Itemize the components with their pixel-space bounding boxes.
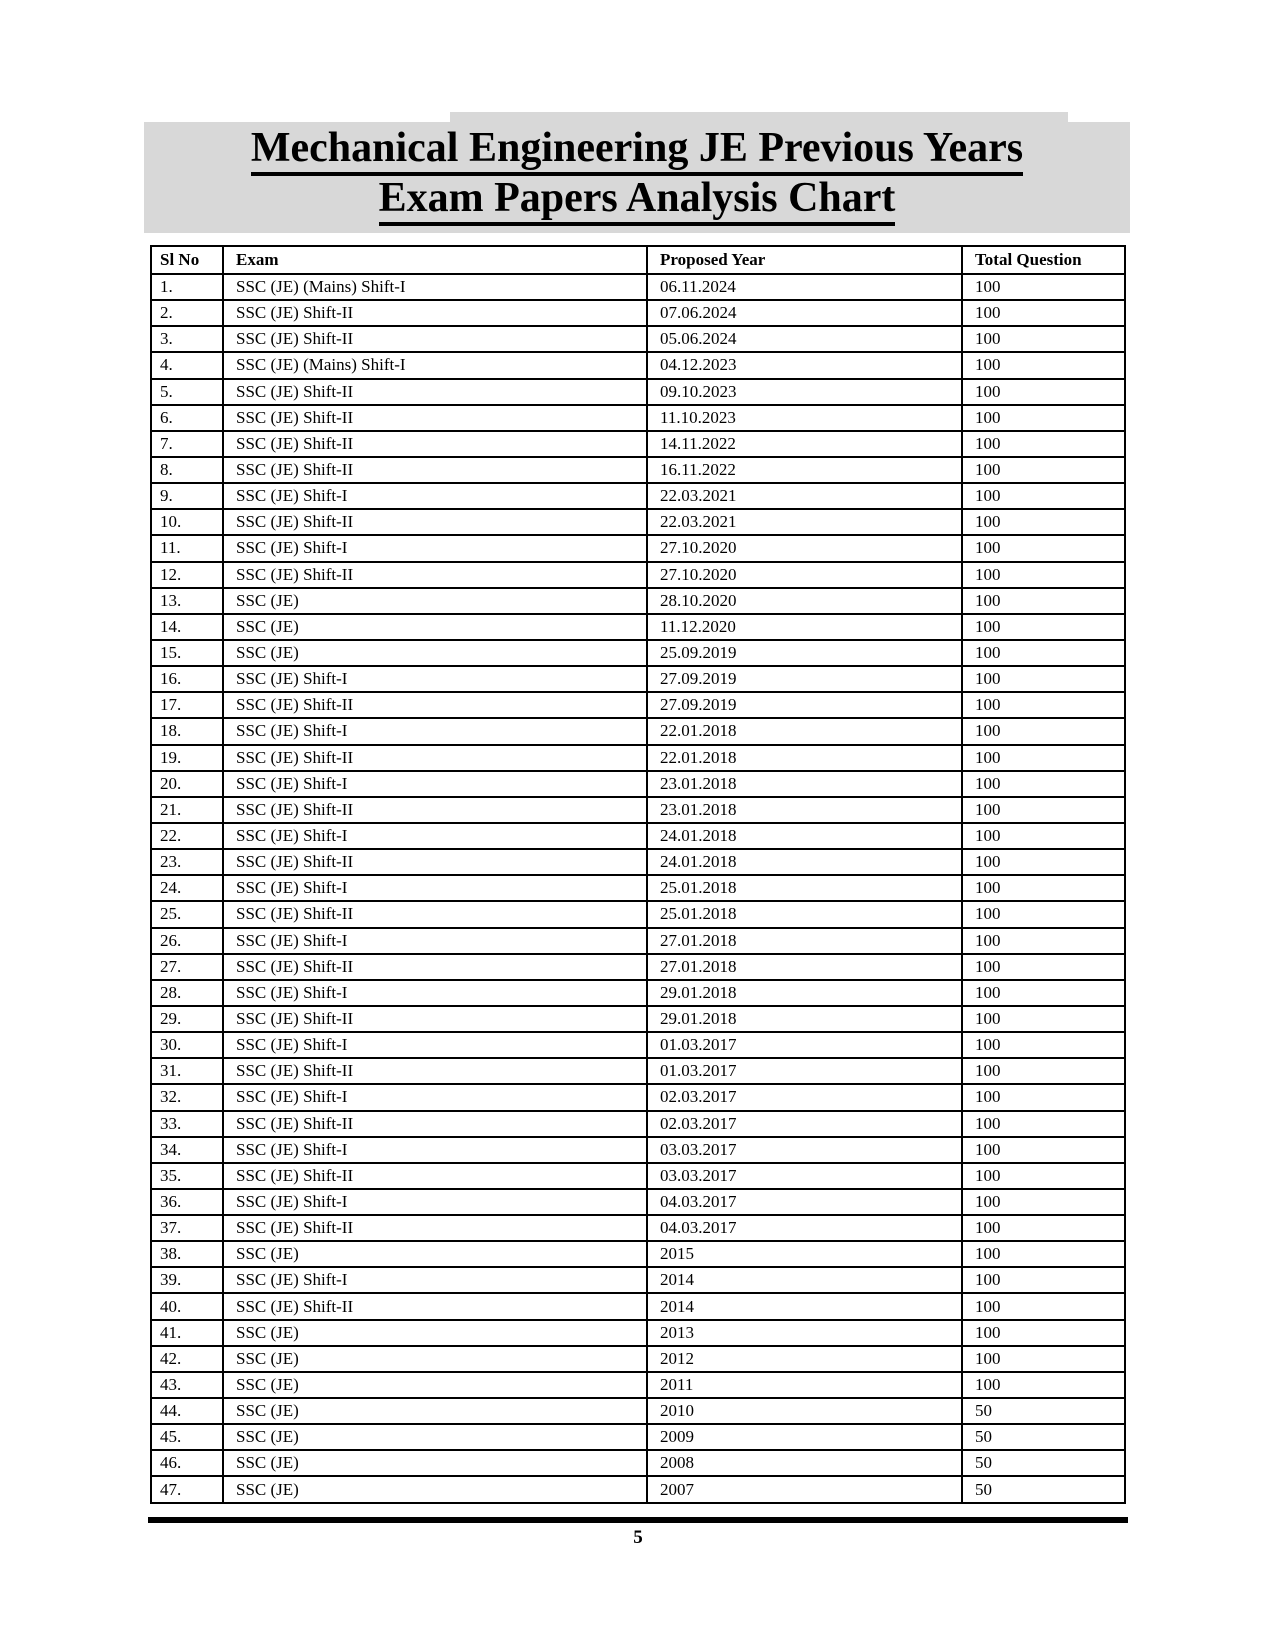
cell-total-question: 100 (962, 849, 1125, 875)
cell-proposed-year: 27.01.2018 (647, 928, 962, 954)
cell-sl-no: 39. (151, 1267, 223, 1293)
footer-divider (148, 1517, 1128, 1523)
cell-exam: SSC (JE) (223, 640, 647, 666)
cell-sl-no: 6. (151, 405, 223, 431)
cell-total-question: 100 (962, 379, 1125, 405)
document-title-line-1 (144, 126, 1130, 176)
cell-proposed-year: 05.06.2024 (647, 326, 962, 352)
table-row (151, 1372, 1125, 1398)
cell-exam: SSC (JE) Shift-II (223, 379, 647, 405)
cell-proposed-year: 29.01.2018 (647, 1006, 962, 1032)
table-row (151, 1163, 1125, 1189)
cell-sl-no: 33. (151, 1111, 223, 1137)
cell-proposed-year: 04.03.2017 (647, 1189, 962, 1215)
cell-sl-no: 13. (151, 588, 223, 614)
cell-total-question: 100 (962, 1215, 1125, 1241)
cell-exam: SSC (JE) Shift-II (223, 1111, 647, 1137)
cell-proposed-year: 07.06.2024 (647, 300, 962, 326)
table-row (151, 849, 1125, 875)
cell-exam: SSC (JE) Shift-II (223, 405, 647, 431)
table-row (151, 1084, 1125, 1110)
cell-total-question: 100 (962, 1241, 1125, 1267)
cell-proposed-year: 29.01.2018 (647, 980, 962, 1006)
cell-total-question: 100 (962, 1346, 1125, 1372)
document-title-text-2: Exam Papers Analysis Chart (379, 176, 896, 226)
cell-proposed-year: 01.03.2017 (647, 1032, 962, 1058)
cell-proposed-year: 24.01.2018 (647, 823, 962, 849)
table-row (151, 1215, 1125, 1241)
cell-total-question: 100 (962, 431, 1125, 457)
cell-proposed-year: 03.03.2017 (647, 1163, 962, 1189)
cell-sl-no: 43. (151, 1372, 223, 1398)
cell-sl-no: 7. (151, 431, 223, 457)
cell-proposed-year: 2012 (647, 1346, 962, 1372)
cell-exam: SSC (JE) (223, 1346, 647, 1372)
cell-sl-no: 1. (151, 274, 223, 300)
cell-sl-no: 14. (151, 614, 223, 640)
cell-total-question: 100 (962, 326, 1125, 352)
cell-total-question: 100 (962, 300, 1125, 326)
cell-exam: SSC (JE) Shift-II (223, 1293, 647, 1319)
cell-total-question: 100 (962, 1293, 1125, 1319)
cell-exam: SSC (JE) (223, 1241, 647, 1267)
cell-total-question: 100 (962, 1084, 1125, 1110)
table-row (151, 1267, 1125, 1293)
cell-total-question: 100 (962, 352, 1125, 378)
table-row (151, 901, 1125, 927)
col-header-sl-no: Sl No (151, 246, 223, 274)
cell-total-question: 100 (962, 901, 1125, 927)
table-row (151, 1346, 1125, 1372)
cell-sl-no: 36. (151, 1189, 223, 1215)
table-row (151, 771, 1125, 797)
cell-sl-no: 30. (151, 1032, 223, 1058)
cell-proposed-year: 04.12.2023 (647, 352, 962, 378)
cell-exam: SSC (JE) Shift-II (223, 431, 647, 457)
cell-total-question: 100 (962, 1320, 1125, 1346)
cell-proposed-year: 03.03.2017 (647, 1137, 962, 1163)
cell-sl-no: 3. (151, 326, 223, 352)
cell-sl-no: 23. (151, 849, 223, 875)
cell-proposed-year: 22.03.2021 (647, 509, 962, 535)
cell-proposed-year: 23.01.2018 (647, 771, 962, 797)
cell-proposed-year: 2014 (647, 1267, 962, 1293)
cell-exam: SSC (JE) Shift-II (223, 1058, 647, 1084)
cell-proposed-year: 2009 (647, 1424, 962, 1450)
cell-exam: SSC (JE) Shift-I (223, 718, 647, 744)
cell-exam: SSC (JE) Shift-I (223, 823, 647, 849)
cell-exam: SSC (JE) Shift-I (223, 771, 647, 797)
cell-sl-no: 19. (151, 745, 223, 771)
table-row (151, 1189, 1125, 1215)
table-row (151, 928, 1125, 954)
table-row (151, 823, 1125, 849)
cell-sl-no: 28. (151, 980, 223, 1006)
cell-proposed-year: 27.10.2020 (647, 562, 962, 588)
cell-sl-no: 40. (151, 1293, 223, 1319)
cell-total-question: 100 (962, 1058, 1125, 1084)
table-row (151, 640, 1125, 666)
col-header-proposed-year: Proposed Year (647, 246, 962, 274)
cell-exam: SSC (JE) (Mains) Shift-I (223, 274, 647, 300)
cell-proposed-year: 25.01.2018 (647, 901, 962, 927)
table-row (151, 588, 1125, 614)
cell-proposed-year: 11.12.2020 (647, 614, 962, 640)
cell-proposed-year: 02.03.2017 (647, 1111, 962, 1137)
cell-sl-no: 17. (151, 692, 223, 718)
table-row (151, 562, 1125, 588)
table-row (151, 797, 1125, 823)
cell-proposed-year: 2015 (647, 1241, 962, 1267)
cell-sl-no: 27. (151, 954, 223, 980)
cell-proposed-year: 06.11.2024 (647, 274, 962, 300)
cell-exam: SSC (JE) Shift-II (223, 562, 647, 588)
cell-total-question: 100 (962, 509, 1125, 535)
table-row (151, 614, 1125, 640)
document-title-line-2 (144, 176, 1130, 226)
cell-sl-no: 9. (151, 483, 223, 509)
cell-exam: SSC (JE) Shift-II (223, 849, 647, 875)
cell-total-question: 100 (962, 771, 1125, 797)
cell-sl-no: 31. (151, 1058, 223, 1084)
table-row (151, 1450, 1125, 1476)
cell-sl-no: 35. (151, 1163, 223, 1189)
table-row (151, 1424, 1125, 1450)
cell-exam: SSC (JE) Shift-I (223, 483, 647, 509)
cell-sl-no: 24. (151, 875, 223, 901)
cell-sl-no: 34. (151, 1137, 223, 1163)
cell-exam: SSC (JE) Shift-I (223, 1137, 647, 1163)
cell-proposed-year: 2007 (647, 1476, 962, 1503)
cell-exam: SSC (JE) Shift-I (223, 928, 647, 954)
table-row (151, 1137, 1125, 1163)
cell-exam: SSC (JE) Shift-II (223, 509, 647, 535)
table-row (151, 692, 1125, 718)
cell-proposed-year: 16.11.2022 (647, 457, 962, 483)
cell-proposed-year: 09.10.2023 (647, 379, 962, 405)
cell-exam: SSC (JE) Shift-II (223, 692, 647, 718)
cell-proposed-year: 2010 (647, 1398, 962, 1424)
cell-sl-no: 21. (151, 797, 223, 823)
table-row (151, 1320, 1125, 1346)
cell-exam: SSC (JE) (223, 1320, 647, 1346)
cell-total-question: 100 (962, 928, 1125, 954)
cell-exam: SSC (JE) Shift-I (223, 875, 647, 901)
cell-proposed-year: 2011 (647, 1372, 962, 1398)
cell-proposed-year: 23.01.2018 (647, 797, 962, 823)
cell-proposed-year: 01.03.2017 (647, 1058, 962, 1084)
cell-exam: SSC (JE) Shift-II (223, 300, 647, 326)
cell-proposed-year: 24.01.2018 (647, 849, 962, 875)
cell-sl-no: 2. (151, 300, 223, 326)
cell-total-question: 100 (962, 980, 1125, 1006)
cell-total-question: 100 (962, 1267, 1125, 1293)
cell-proposed-year: 11.10.2023 (647, 405, 962, 431)
cell-sl-no: 16. (151, 666, 223, 692)
cell-total-question: 100 (962, 875, 1125, 901)
title-banner (144, 122, 1130, 233)
cell-total-question: 50 (962, 1398, 1125, 1424)
cell-proposed-year: 27.09.2019 (647, 692, 962, 718)
cell-proposed-year: 25.09.2019 (647, 640, 962, 666)
cell-sl-no: 5. (151, 379, 223, 405)
cell-exam: SSC (JE) (223, 614, 647, 640)
cell-total-question: 50 (962, 1450, 1125, 1476)
cell-total-question: 100 (962, 483, 1125, 509)
cell-total-question: 100 (962, 1137, 1125, 1163)
cell-proposed-year: 04.03.2017 (647, 1215, 962, 1241)
cell-sl-no: 38. (151, 1241, 223, 1267)
cell-sl-no: 37. (151, 1215, 223, 1241)
cell-proposed-year: 2008 (647, 1450, 962, 1476)
cell-exam: SSC (JE) Shift-II (223, 1163, 647, 1189)
cell-sl-no: 41. (151, 1320, 223, 1346)
cell-total-question: 100 (962, 274, 1125, 300)
cell-sl-no: 20. (151, 771, 223, 797)
cell-total-question: 100 (962, 745, 1125, 771)
cell-exam: SSC (JE) (223, 1424, 647, 1450)
table-row (151, 274, 1125, 300)
cell-proposed-year: 02.03.2017 (647, 1084, 962, 1110)
cell-total-question: 100 (962, 797, 1125, 823)
cell-sl-no: 45. (151, 1424, 223, 1450)
cell-exam: SSC (JE) (223, 1398, 647, 1424)
table-row (151, 1398, 1125, 1424)
table-row (151, 1111, 1125, 1137)
table-row (151, 379, 1125, 405)
cell-sl-no: 47. (151, 1476, 223, 1503)
table-row (151, 535, 1125, 561)
table-row (151, 1058, 1125, 1084)
cell-total-question: 100 (962, 588, 1125, 614)
cell-exam: SSC (JE) Shift-II (223, 1006, 647, 1032)
table-row (151, 745, 1125, 771)
cell-exam: SSC (JE) Shift-II (223, 1215, 647, 1241)
cell-total-question: 100 (962, 457, 1125, 483)
cell-total-question: 100 (962, 405, 1125, 431)
table-row (151, 405, 1125, 431)
cell-proposed-year: 22.03.2021 (647, 483, 962, 509)
cell-exam: SSC (JE) (223, 1476, 647, 1503)
table-row (151, 300, 1125, 326)
cell-exam: SSC (JE) Shift-I (223, 666, 647, 692)
cell-proposed-year: 27.10.2020 (647, 535, 962, 561)
cell-sl-no: 42. (151, 1346, 223, 1372)
cell-total-question: 100 (962, 614, 1125, 640)
cell-total-question: 100 (962, 1111, 1125, 1137)
cell-exam: SSC (JE) Shift-I (223, 1189, 647, 1215)
cell-sl-no: 22. (151, 823, 223, 849)
header-row (151, 246, 1125, 274)
cell-exam: SSC (JE) (Mains) Shift-I (223, 352, 647, 378)
cell-sl-no: 29. (151, 1006, 223, 1032)
table-body (151, 274, 1125, 1503)
cell-exam: SSC (JE) Shift-II (223, 954, 647, 980)
table-row (151, 1241, 1125, 1267)
cell-proposed-year: 2013 (647, 1320, 962, 1346)
cell-exam: SSC (JE) Shift-II (223, 745, 647, 771)
exam-papers-table (150, 245, 1126, 1504)
cell-exam: SSC (JE) Shift-I (223, 535, 647, 561)
table-row (151, 718, 1125, 744)
page-number: 5 (633, 1527, 643, 1548)
cell-total-question: 100 (962, 1006, 1125, 1032)
table-row (151, 431, 1125, 457)
table-row (151, 352, 1125, 378)
document-title-text-1: Mechanical Engineering JE Previous Years (251, 126, 1023, 176)
cell-proposed-year: 27.09.2019 (647, 666, 962, 692)
cell-total-question: 100 (962, 718, 1125, 744)
cell-sl-no: 12. (151, 562, 223, 588)
table-row (151, 1032, 1125, 1058)
table-row (151, 1006, 1125, 1032)
cell-total-question: 100 (962, 1032, 1125, 1058)
cell-exam: SSC (JE) Shift-II (223, 901, 647, 927)
cell-sl-no: 10. (151, 509, 223, 535)
table-row (151, 457, 1125, 483)
cell-sl-no: 32. (151, 1084, 223, 1110)
cell-sl-no: 44. (151, 1398, 223, 1424)
cell-exam: SSC (JE) Shift-II (223, 326, 647, 352)
cell-sl-no: 8. (151, 457, 223, 483)
cell-proposed-year: 25.01.2018 (647, 875, 962, 901)
cell-total-question: 50 (962, 1424, 1125, 1450)
cell-total-question: 100 (962, 1372, 1125, 1398)
cell-sl-no: 15. (151, 640, 223, 666)
cell-proposed-year: 22.01.2018 (647, 718, 962, 744)
table-row (151, 1293, 1125, 1319)
table-row (151, 666, 1125, 692)
table-row (151, 1476, 1125, 1503)
table-row (151, 483, 1125, 509)
cell-exam: SSC (JE) (223, 588, 647, 614)
table-row (151, 509, 1125, 535)
cell-total-question: 100 (962, 535, 1125, 561)
cell-total-question: 100 (962, 1189, 1125, 1215)
cell-total-question: 100 (962, 954, 1125, 980)
cell-sl-no: 25. (151, 901, 223, 927)
cell-total-question: 100 (962, 640, 1125, 666)
cell-exam: SSC (JE) (223, 1450, 647, 1476)
cell-proposed-year: 14.11.2022 (647, 431, 962, 457)
col-header-total-question: Total Question (962, 246, 1125, 274)
cell-exam: SSC (JE) Shift-II (223, 797, 647, 823)
cell-sl-no: 4. (151, 352, 223, 378)
cell-exam: SSC (JE) Shift-II (223, 457, 647, 483)
cell-sl-no: 26. (151, 928, 223, 954)
cell-proposed-year: 22.01.2018 (647, 745, 962, 771)
table-row (151, 954, 1125, 980)
table-row (151, 980, 1125, 1006)
cell-total-question: 100 (962, 823, 1125, 849)
cell-proposed-year: 27.01.2018 (647, 954, 962, 980)
cell-sl-no: 18. (151, 718, 223, 744)
cell-exam: SSC (JE) (223, 1372, 647, 1398)
col-header-exam: Exam (223, 246, 647, 274)
cell-exam: SSC (JE) Shift-I (223, 1032, 647, 1058)
cell-exam: SSC (JE) Shift-I (223, 1084, 647, 1110)
table-row (151, 875, 1125, 901)
cell-sl-no: 46. (151, 1450, 223, 1476)
cell-total-question: 100 (962, 562, 1125, 588)
table-row (151, 326, 1125, 352)
cell-proposed-year: 28.10.2020 (647, 588, 962, 614)
cell-total-question: 100 (962, 666, 1125, 692)
cell-proposed-year: 2014 (647, 1293, 962, 1319)
cell-sl-no: 11. (151, 535, 223, 561)
cell-exam: SSC (JE) Shift-I (223, 1267, 647, 1293)
cell-exam: SSC (JE) Shift-I (223, 980, 647, 1006)
cell-total-question: 100 (962, 1163, 1125, 1189)
cell-total-question: 100 (962, 692, 1125, 718)
cell-total-question: 50 (962, 1476, 1125, 1503)
